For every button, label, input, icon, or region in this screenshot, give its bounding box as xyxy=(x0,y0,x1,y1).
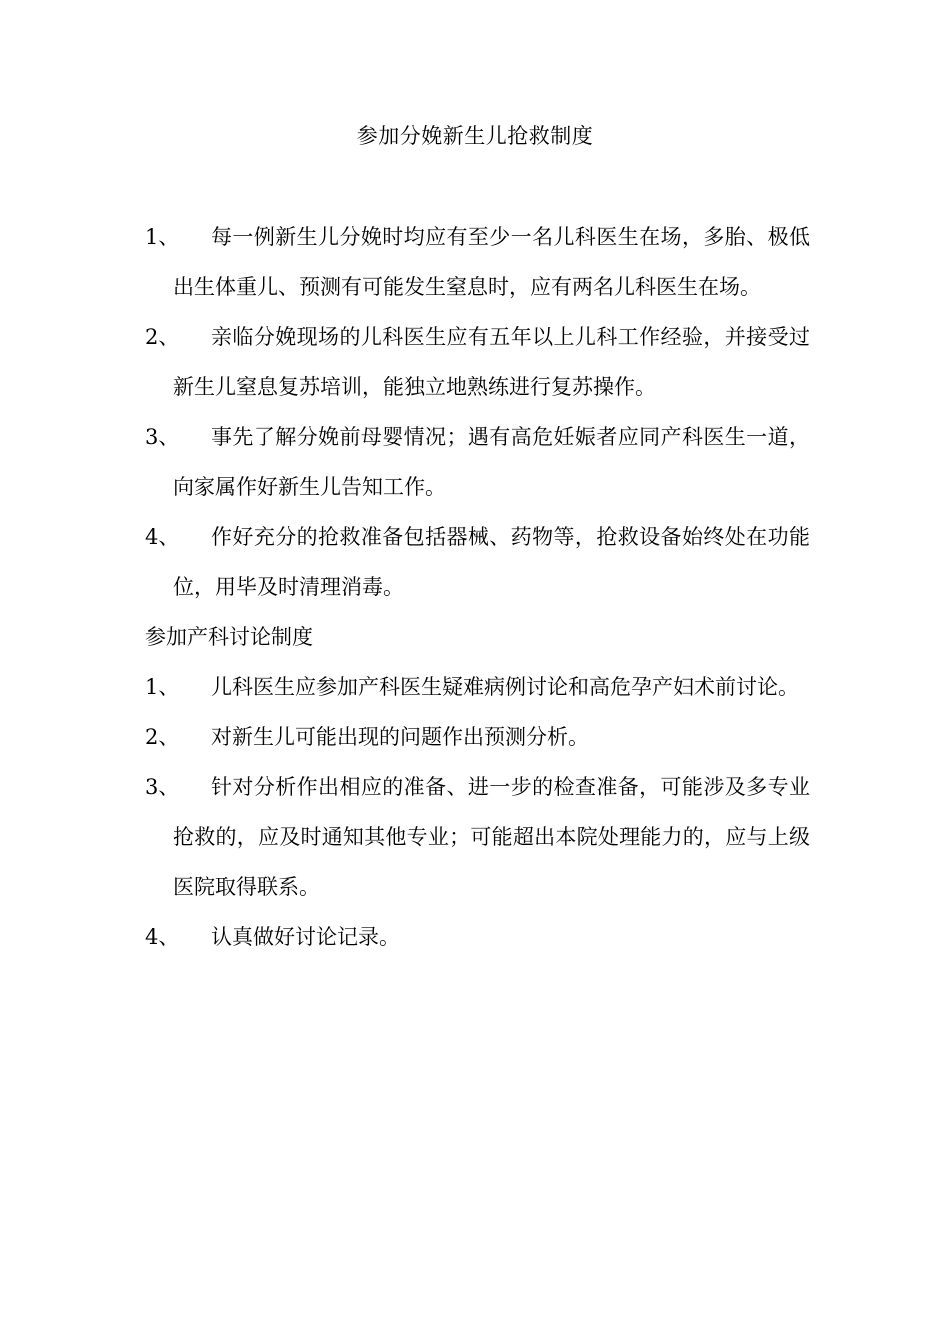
list-item xyxy=(145,512,810,612)
item-text: 事先了解分娩前母婴情况；遇有高危妊娠者应同产科医生一道，向家属作好新生儿告知工作。 xyxy=(173,425,810,499)
list-item xyxy=(145,762,810,912)
item-number: 4、 xyxy=(145,525,180,549)
document-title: 参加分娩新生儿抢救制度 xyxy=(356,124,594,148)
item-text: 针对分析作出相应的准备、进一步的检查准备，可能涉及多专业抢救的，应及时通知其他专业；可能超出本院处理能力的，应与上级医院取得联系。 xyxy=(173,775,810,899)
rescue-policy-list xyxy=(145,212,810,962)
item-text: 儿科医生应参加产科医生疑难病例讨论和高危孕产妇术前讨论。 xyxy=(211,675,799,699)
item-text: 每一例新生儿分娩时均应有至少一名儿科医生在场，多胎、极低出生体重儿、预测有可能发生窒息时，应有两名儿科医生在场。 xyxy=(173,225,810,299)
list-item xyxy=(145,312,810,412)
list-item xyxy=(145,912,810,962)
list-item xyxy=(145,412,810,512)
list-item xyxy=(145,712,810,762)
list-item xyxy=(145,662,810,712)
item-text: 亲临分娩现场的儿科医生应有五年以上儿科工作经验，并接受过新生儿窒息复苏培训，能独立地熟练进行复苏操作。 xyxy=(173,325,810,399)
item-number: 2、 xyxy=(145,325,180,349)
item-text: 对新生儿可能出现的问题作出预测分析。 xyxy=(211,725,589,749)
item-number: 1、 xyxy=(145,675,180,699)
item-text: 作好充分的抢救准备包括器械、药物等，抢救设备始终处在功能位，用毕及时清理消毒。 xyxy=(173,525,810,599)
item-number: 3、 xyxy=(145,775,180,799)
section-heading: 参加产科讨论制度 xyxy=(145,625,313,649)
item-number: 1、 xyxy=(145,225,180,249)
item-number: 2、 xyxy=(145,725,180,749)
item-number: 4、 xyxy=(145,925,180,949)
item-number: 3、 xyxy=(145,425,180,449)
list-item xyxy=(145,212,810,312)
item-text: 认真做好讨论记录。 xyxy=(211,925,400,949)
